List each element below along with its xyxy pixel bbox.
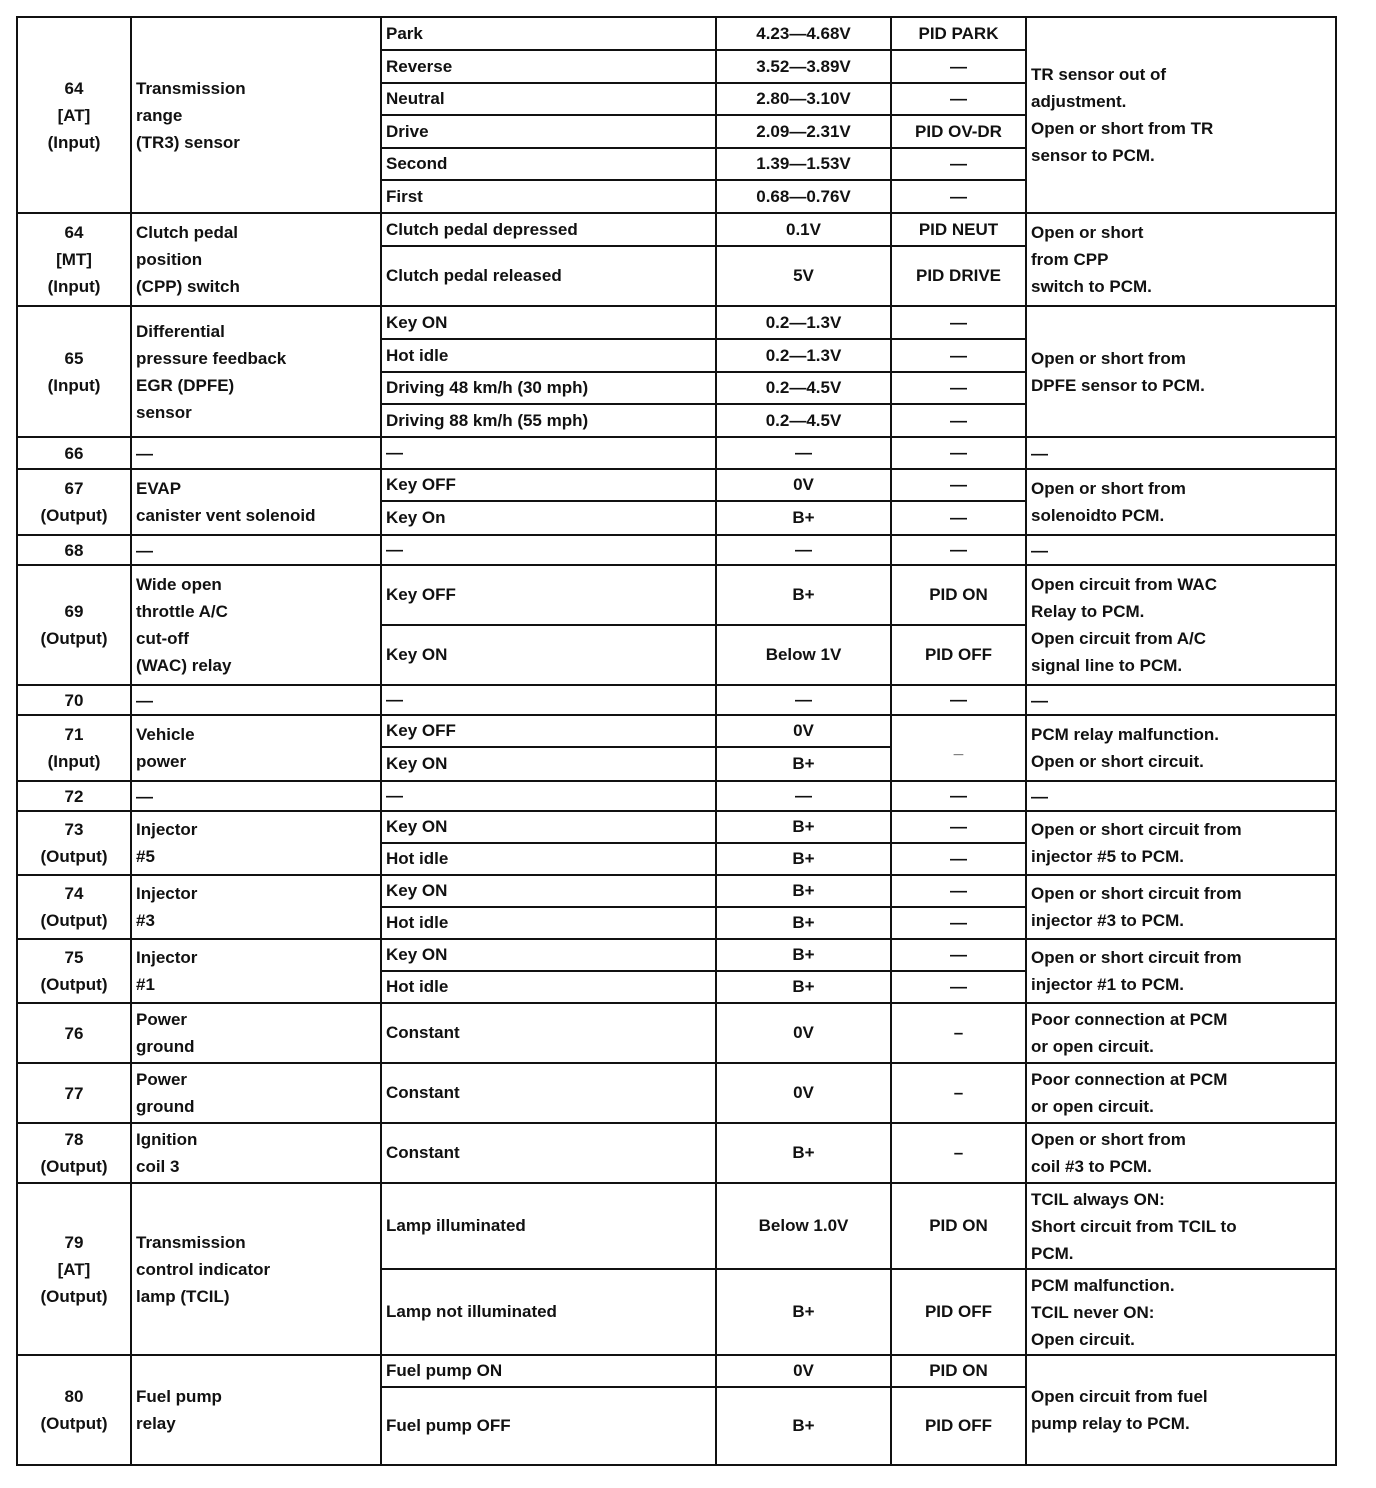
diagnostic-cell-line: coil #3 to PCM. <box>1031 1157 1152 1176</box>
condition-cell: Driving 88 km/h (55 mph) <box>381 404 716 437</box>
pcm-pin-voltage-table <box>16 16 1337 1466</box>
pin-number-cell <box>17 811 131 875</box>
condition-cell: — <box>381 535 716 565</box>
voltage-cell: Below 1V <box>716 625 891 685</box>
diagnostic-cell-line: Open or short circuit from <box>1031 948 1242 967</box>
pid-value-cell: — <box>891 50 1026 83</box>
condition-cell: Key ON <box>381 625 716 685</box>
signal-name-cell <box>131 781 381 811</box>
pin-number-cell-line: 73 <box>64 820 84 839</box>
diagnostic-cell <box>1026 1269 1336 1355</box>
condition-cell: — <box>381 685 716 715</box>
signal-name-cell-line: — <box>136 443 153 463</box>
pin-number-cell-line: 80 <box>64 1387 84 1406</box>
table-row <box>17 1063 1336 1123</box>
diagnostic-cell-line: — <box>1031 443 1048 463</box>
pid-value-cell: PID PARK <box>891 17 1026 50</box>
signal-name-cell-line: (CPP) switch <box>136 277 240 296</box>
diagnostic-cell-line: Open or short from <box>1031 1130 1186 1149</box>
diagnostic-cell-line: sensor to PCM. <box>1031 146 1155 165</box>
pin-number-cell <box>17 306 131 437</box>
table-row <box>17 306 1336 339</box>
pin-number-cell <box>17 1123 131 1183</box>
pid-value-cell: — <box>891 404 1026 437</box>
signal-name-cell-line: range <box>136 105 183 125</box>
condition-cell: Key On <box>381 501 716 535</box>
diagnostic-cell <box>1026 213 1336 306</box>
condition-cell: Key OFF <box>381 565 716 625</box>
pid-value-cell: — <box>891 535 1026 565</box>
pid-value-cell: PID OV-DR <box>891 115 1026 148</box>
pid-value-cell: PID OFF <box>891 1387 1026 1465</box>
pin-number-cell-line: (Output) <box>40 975 108 994</box>
signal-name-cell-line: position <box>136 250 203 269</box>
pid-value-cell: — <box>891 781 1026 811</box>
condition-cell: Key ON <box>381 306 716 339</box>
signal-name-cell <box>131 17 381 213</box>
diagnostic-cell-line: — <box>1031 690 1048 710</box>
pin-number-cell-line: 66 <box>64 443 84 463</box>
signal-name-cell-line: relay <box>136 1414 176 1433</box>
pin-number-cell-line: 67 <box>64 479 84 498</box>
pin-number-cell-line: (Input) <box>47 375 101 395</box>
diagnostic-cell <box>1026 1063 1336 1123</box>
diagnostic-cell-line: from CPP <box>1031 250 1109 269</box>
voltage-cell: 0.2—1.3V <box>716 339 891 372</box>
voltage-cell: 0.1V <box>716 213 891 246</box>
condition-cell: Fuel pump ON <box>381 1355 716 1387</box>
signal-name-cell-line: Vehicle <box>136 725 195 744</box>
pin-number-cell-line: 69 <box>64 602 84 621</box>
pin-number-cell <box>17 17 131 213</box>
pin-number-cell-line: (Output) <box>40 629 108 648</box>
signal-name-cell <box>131 565 381 685</box>
signal-name-cell-line: canister vent solenoid <box>136 506 316 525</box>
signal-name-cell <box>131 715 381 781</box>
diagnostic-cell-line: TCIL never ON: <box>1031 1302 1155 1322</box>
pin-number-cell-line: 79 <box>64 1232 84 1252</box>
condition-cell: Park <box>381 17 716 50</box>
voltage-cell: B+ <box>716 1269 891 1355</box>
voltage-cell: B+ <box>716 1387 891 1465</box>
pin-number-cell-line: (Input) <box>47 132 101 152</box>
signal-name-cell-line: Transmission <box>136 1232 246 1252</box>
pin-number-cell-line: 78 <box>64 1130 84 1149</box>
voltage-cell: 0V <box>716 1355 891 1387</box>
signal-name-cell <box>131 685 381 715</box>
pin-number-cell-line: (Output) <box>40 1286 108 1306</box>
pid-value-cell: – <box>891 1063 1026 1123</box>
diagnostic-cell-line: Open or short <box>1031 223 1144 242</box>
diagnostic-cell-line: — <box>1031 786 1048 806</box>
voltage-cell: 2.80—3.10V <box>716 83 891 115</box>
condition-cell: Hot idle <box>381 971 716 1003</box>
diagnostic-cell-line: Open circuit. <box>1031 1329 1135 1349</box>
table-row <box>17 875 1336 907</box>
diagnostic-cell-line: signal line to PCM. <box>1031 656 1183 675</box>
voltage-cell: — <box>716 781 891 811</box>
signal-name-cell <box>131 1123 381 1183</box>
signal-name-cell <box>131 1183 381 1355</box>
voltage-cell: B+ <box>716 1123 891 1183</box>
pin-number-cell <box>17 469 131 535</box>
pid-value-cell: — <box>891 971 1026 1003</box>
diagnostic-cell <box>1026 17 1336 213</box>
pid-value-cell: — <box>891 372 1026 404</box>
pin-number-cell-line: (Output) <box>40 1414 108 1433</box>
table-row <box>17 939 1336 971</box>
diagnostic-cell <box>1026 875 1336 939</box>
pid-value-cell: — <box>891 501 1026 535</box>
table-row <box>17 535 1336 565</box>
signal-name-cell-line: — <box>136 540 153 560</box>
pin-number-cell-line: 77 <box>64 1083 84 1103</box>
pin-number-cell-line: 70 <box>64 690 84 710</box>
signal-name-cell-line: #5 <box>136 847 155 866</box>
signal-name-cell-line: — <box>136 690 153 710</box>
pid-value-cell: — <box>891 843 1026 875</box>
pid-value-cell: — <box>891 907 1026 939</box>
diagnostic-cell-line: or open circuit. <box>1031 1097 1154 1116</box>
condition-cell: Key ON <box>381 939 716 971</box>
voltage-cell: 0.2—4.5V <box>716 372 891 404</box>
voltage-cell: 4.23—4.68V <box>716 17 891 50</box>
pin-number-cell-line: (Output) <box>40 1157 108 1176</box>
voltage-cell: — <box>716 437 891 469</box>
table-row <box>17 1003 1336 1063</box>
voltage-cell: Below 1.0V <box>716 1183 891 1269</box>
condition-cell: Key OFF <box>381 469 716 501</box>
signal-name-cell-line: Differential <box>136 321 225 341</box>
signal-name-cell-line: cut-off <box>136 629 189 648</box>
voltage-cell: 0.2—4.5V <box>716 404 891 437</box>
signal-name-cell-line: ground <box>136 1037 195 1056</box>
pid-value-cell: — <box>891 685 1026 715</box>
diagnostic-cell-line: Open or short from <box>1031 348 1186 368</box>
condition-cell: Hot idle <box>381 907 716 939</box>
pid-value-cell: – <box>891 1123 1026 1183</box>
condition-cell: Key ON <box>381 811 716 843</box>
signal-name-cell-line: ground <box>136 1097 195 1116</box>
condition-cell: Key ON <box>381 875 716 907</box>
pin-number-cell-line: (Input) <box>47 277 101 296</box>
signal-name-cell-line: Wide open <box>136 575 222 594</box>
signal-name-cell <box>131 811 381 875</box>
voltage-cell: 1.39—1.53V <box>716 148 891 180</box>
signal-name-cell-line: sensor <box>136 402 192 422</box>
voltage-cell: 0.2—1.3V <box>716 306 891 339</box>
diagnostic-cell-line: Relay to PCM. <box>1031 602 1145 621</box>
signal-name-cell-line: control indicator <box>136 1259 271 1279</box>
pid-value-cell: — <box>891 437 1026 469</box>
signal-name-cell-line: #1 <box>136 975 155 994</box>
pin-number-cell-line: 75 <box>64 948 84 967</box>
table-row <box>17 565 1336 625</box>
diagnostic-cell <box>1026 715 1336 781</box>
pid-value-cell: PID ON <box>891 565 1026 625</box>
pin-number-cell <box>17 875 131 939</box>
signal-name-cell <box>131 469 381 535</box>
signal-name-cell <box>131 213 381 306</box>
diagnostic-cell <box>1026 1183 1336 1269</box>
diagnostic-cell-line: PCM. <box>1031 1243 1074 1263</box>
diagnostic-cell-line: Open or short circuit. <box>1031 752 1204 771</box>
condition-cell: Hot idle <box>381 843 716 875</box>
condition-cell: Lamp illuminated <box>381 1183 716 1269</box>
condition-cell: Key ON <box>381 747 716 781</box>
signal-name-cell-line: — <box>136 786 153 806</box>
condition-cell: First <box>381 180 716 213</box>
signal-name-cell-line: EGR (DPFE) <box>136 375 235 395</box>
diagnostic-cell-line: TCIL always ON: <box>1031 1189 1165 1209</box>
condition-cell: Lamp not illuminated <box>381 1269 716 1355</box>
voltage-cell: B+ <box>716 811 891 843</box>
condition-cell: Constant <box>381 1063 716 1123</box>
diagnostic-cell-line: Open circuit from fuel <box>1031 1387 1208 1406</box>
signal-name-cell-line: power <box>136 752 187 771</box>
pin-number-cell <box>17 715 131 781</box>
voltage-cell: B+ <box>716 747 891 781</box>
table-row <box>17 469 1336 501</box>
diagnostic-cell-line: Poor connection at PCM <box>1031 1010 1228 1029</box>
voltage-cell: B+ <box>716 501 891 535</box>
pid-value-cell: — <box>891 83 1026 115</box>
diagnostic-cell <box>1026 1123 1336 1183</box>
signal-name-cell <box>131 1355 381 1465</box>
table-row <box>17 437 1336 469</box>
signal-name-cell-line: Injector <box>136 884 198 903</box>
condition-cell: Driving 48 km/h (30 mph) <box>381 372 716 404</box>
pid-value-cell: PID OFF <box>891 1269 1026 1355</box>
diagnostic-cell <box>1026 437 1336 469</box>
diagnostic-cell-line: Open circuit from WAC <box>1031 575 1218 594</box>
pin-number-cell <box>17 1355 131 1465</box>
diagnostic-cell-line: injector #3 to PCM. <box>1031 911 1185 930</box>
pin-number-cell-line: 65 <box>64 348 84 368</box>
signal-name-cell-line: lamp (TCIL) <box>136 1286 230 1306</box>
diagnostic-cell <box>1026 811 1336 875</box>
signal-name-cell-line: throttle A/C <box>136 602 228 621</box>
table-row <box>17 685 1336 715</box>
diagnostic-cell-line: Poor connection at PCM <box>1031 1070 1228 1089</box>
diagnostic-cell-line: Short circuit from TCIL to <box>1031 1216 1237 1236</box>
pin-number-cell-line: 64 <box>64 78 84 98</box>
condition-cell: Hot idle <box>381 339 716 372</box>
diagnostic-cell-line: Open circuit from A/C <box>1031 629 1207 648</box>
signal-name-cell-line: Injector <box>136 948 198 967</box>
voltage-cell: 2.09—2.31V <box>716 115 891 148</box>
table-row <box>17 1123 1336 1183</box>
pid-value-cell: PID ON <box>891 1355 1026 1387</box>
pin-number-cell-line: 74 <box>64 884 84 903</box>
condition-cell: Reverse <box>381 50 716 83</box>
voltage-cell: B+ <box>716 907 891 939</box>
pin-number-cell-line: [AT] <box>57 105 91 125</box>
signal-name-cell-line: Injector <box>136 820 198 839</box>
voltage-cell: — <box>716 685 891 715</box>
condition-cell: Constant <box>381 1003 716 1063</box>
pid-value-cell: — <box>891 306 1026 339</box>
pid-value-cell: — <box>891 148 1026 180</box>
signal-name-cell-line: #3 <box>136 911 155 930</box>
diagnostic-cell-line: injector #1 to PCM. <box>1031 975 1185 994</box>
signal-name-cell <box>131 306 381 437</box>
diagnostic-cell-line: Open or short circuit from <box>1031 884 1242 903</box>
pid-value-cell: PID DRIVE <box>891 246 1026 306</box>
pin-number-cell-line: (Input) <box>47 752 101 771</box>
diagnostic-cell <box>1026 469 1336 535</box>
signal-name-cell-line: coil 3 <box>136 1157 180 1176</box>
diagnostic-cell <box>1026 306 1336 437</box>
diagnostic-cell <box>1026 685 1336 715</box>
diagnostic-cell <box>1026 1355 1336 1465</box>
signal-name-cell <box>131 939 381 1003</box>
diagnostic-cell-line: TR sensor out of <box>1031 65 1167 84</box>
pin-number-cell-line: 71 <box>64 725 84 744</box>
signal-name-cell-line: Ignition <box>136 1130 198 1149</box>
condition-cell: — <box>381 437 716 469</box>
pin-number-cell-line: 68 <box>64 540 84 560</box>
table-row <box>17 17 1336 50</box>
voltage-cell: — <box>716 535 891 565</box>
voltage-cell: B+ <box>716 939 891 971</box>
voltage-cell: 0V <box>716 715 891 747</box>
condition-cell: Clutch pedal depressed <box>381 213 716 246</box>
diagnostic-cell-line: adjustment. <box>1031 92 1127 111</box>
diagnostic-cell-line: pump relay to PCM. <box>1031 1414 1190 1433</box>
pid-value-cell: PID ON <box>891 1183 1026 1269</box>
voltage-cell: 0V <box>716 1063 891 1123</box>
signal-name-cell-line: Power <box>136 1010 188 1029</box>
signal-name-cell-line: (WAC) relay <box>136 656 232 675</box>
diagnostic-cell <box>1026 939 1336 1003</box>
condition-cell: — <box>381 781 716 811</box>
diagnostic-cell-line: PCM malfunction. <box>1031 1275 1175 1295</box>
pin-number-cell <box>17 565 131 685</box>
condition-cell: Fuel pump OFF <box>381 1387 716 1465</box>
signal-name-cell <box>131 1003 381 1063</box>
signal-name-cell <box>131 1063 381 1123</box>
pin-number-cell <box>17 1183 131 1355</box>
condition-cell: Key OFF <box>381 715 716 747</box>
pin-number-cell <box>17 535 131 565</box>
pin-number-cell <box>17 685 131 715</box>
diagnostic-cell-line: switch to PCM. <box>1031 277 1152 296</box>
pin-number-cell <box>17 1003 131 1063</box>
signal-name-cell-line: Transmission <box>136 78 246 98</box>
table-row <box>17 715 1336 747</box>
pid-value-cell: — <box>891 875 1026 907</box>
signal-name-cell-line: Clutch pedal <box>136 223 239 242</box>
voltage-cell: B+ <box>716 875 891 907</box>
pid-value-cell: — <box>891 939 1026 971</box>
diagnostic-cell <box>1026 1003 1336 1063</box>
pid-value-cell: – <box>891 1003 1026 1063</box>
signal-name-cell <box>131 437 381 469</box>
signal-name-cell <box>131 535 381 565</box>
diagnostic-cell-line: — <box>1031 540 1048 560</box>
signal-name-cell-line: (TR3) sensor <box>136 132 240 152</box>
pin-number-cell <box>17 939 131 1003</box>
voltage-cell: 3.52—3.89V <box>716 50 891 83</box>
table-row <box>17 781 1336 811</box>
table-row <box>17 1355 1336 1387</box>
pid-value-cell: — <box>891 180 1026 213</box>
pin-number-cell-line: 64 <box>64 223 84 242</box>
table-row <box>17 811 1336 843</box>
voltage-cell: B+ <box>716 843 891 875</box>
signal-name-cell-line: Fuel pump <box>136 1387 222 1406</box>
pcm-pin-table-sheet <box>16 16 1337 1466</box>
condition-cell: Neutral <box>381 83 716 115</box>
pin-number-cell-line: (Output) <box>40 847 108 866</box>
pid-value-cell: — <box>891 469 1026 501</box>
diagnostic-cell-line: PCM relay malfunction. <box>1031 725 1219 744</box>
voltage-cell: B+ <box>716 971 891 1003</box>
diagnostic-cell-line: Open or short from <box>1031 479 1186 498</box>
pin-number-cell <box>17 781 131 811</box>
signal-name-cell-line: pressure feedback <box>136 348 287 368</box>
diagnostic-cell-line: or open circuit. <box>1031 1037 1154 1056</box>
condition-cell: Clutch pedal released <box>381 246 716 306</box>
signal-name-cell <box>131 875 381 939</box>
voltage-cell: 0V <box>716 1003 891 1063</box>
table-body <box>17 17 1336 1465</box>
condition-cell: Drive <box>381 115 716 148</box>
pin-number-cell-line: [MT] <box>56 250 92 269</box>
pin-number-cell <box>17 437 131 469</box>
table-row <box>17 1183 1336 1269</box>
pin-number-cell <box>17 1063 131 1123</box>
pid-value-cell: _ <box>891 715 1026 781</box>
diagnostic-cell-line: DPFE sensor to PCM. <box>1031 375 1205 395</box>
table-row <box>17 213 1336 246</box>
pid-value-cell: PID NEUT <box>891 213 1026 246</box>
voltage-cell: 0.68—0.76V <box>716 180 891 213</box>
pin-number-cell-line: [AT] <box>57 1259 91 1279</box>
condition-cell: Constant <box>381 1123 716 1183</box>
pid-value-cell: PID OFF <box>891 625 1026 685</box>
diagnostic-cell <box>1026 535 1336 565</box>
signal-name-cell-line: EVAP <box>136 479 182 498</box>
pid-value-cell: — <box>891 811 1026 843</box>
pin-number-cell-line: 76 <box>64 1023 84 1043</box>
diagnostic-cell-line: Open or short circuit from <box>1031 820 1242 839</box>
diagnostic-cell <box>1026 781 1336 811</box>
pid-value-cell: — <box>891 339 1026 372</box>
signal-name-cell-line: Power <box>136 1070 188 1089</box>
diagnostic-cell-line: solenoidto PCM. <box>1031 506 1165 525</box>
voltage-cell: 0V <box>716 469 891 501</box>
voltage-cell: 5V <box>716 246 891 306</box>
pin-number-cell <box>17 213 131 306</box>
diagnostic-cell-line: Open or short from TR <box>1031 119 1214 138</box>
pin-number-cell-line: (Output) <box>40 506 108 525</box>
diagnostic-cell-line: injector #5 to PCM. <box>1031 847 1185 866</box>
pin-number-cell-line: 72 <box>64 786 84 806</box>
diagnostic-cell <box>1026 565 1336 685</box>
condition-cell: Second <box>381 148 716 180</box>
pin-number-cell-line: (Output) <box>40 911 108 930</box>
voltage-cell: B+ <box>716 565 891 625</box>
